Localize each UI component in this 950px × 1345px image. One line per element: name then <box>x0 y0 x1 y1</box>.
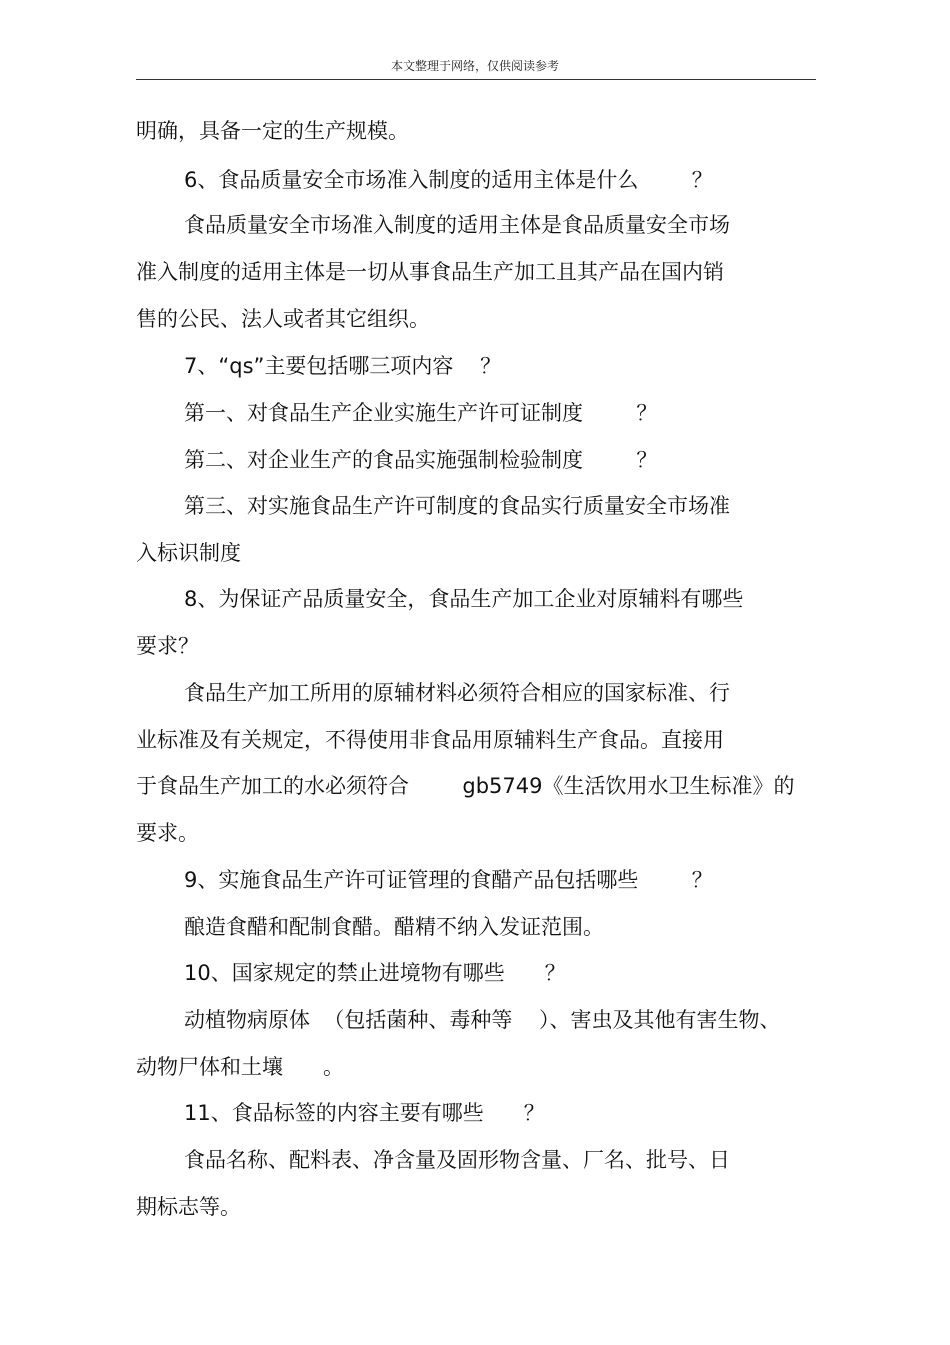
body-line: 明确，具备一定的生产规模。 <box>136 119 409 143</box>
body-line: 第二、对企业生产的食品实施强制检验制度 ？ <box>184 448 658 472</box>
body-line: 业标准及有关规定，不得使用非食品用原辅料生产食品。直接用 <box>136 728 724 752</box>
body-line: 动物尸体和土壤 。 <box>136 1055 345 1079</box>
header-rule <box>136 79 816 80</box>
body-line: 入标识制度 <box>136 541 241 565</box>
body-line: 要求？ <box>136 634 199 658</box>
body-line: 动植物病原体 （包括菌种、毒种等 ）、害虫及其他有害生物、 <box>184 1008 781 1032</box>
body-line: 于食品生产加工的水必须符合 gb5749《生活饮用水卫生标准》的 <box>136 774 795 798</box>
body-line: 食品生产加工所用的原辅材料必须符合相应的国家标准、行 <box>184 681 730 705</box>
question-8: 8、为保证产品质量安全，食品生产加工企业对原辅料有哪些 <box>184 587 744 611</box>
question-9: 9、实施食品生产许可证管理的食醋产品包括哪些 ？ <box>184 868 713 892</box>
question-11: 11、食品标签的内容主要有哪些 ？ <box>184 1101 545 1125</box>
page-header: 本文整理于网络，仅供阅读参考 <box>390 59 559 73</box>
body-line: 食品质量安全市场准入制度的适用主体是食品质量安全市场 <box>184 213 730 237</box>
body-line: 酿造食醋和配制食醋。醋精不纳入发证范围。 <box>184 915 604 939</box>
body-line: 第一、对食品生产企业实施生产许可证制度 ？ <box>184 401 658 425</box>
question-7: 7、“qs”主要包括哪三项内容 ？ <box>184 354 502 378</box>
body-line: 第三、对实施食品生产许可制度的食品实行质量安全市场准 <box>184 494 730 518</box>
body-line: 食品名称、配料表、净含量及固形物含量、厂名、批号、日 <box>184 1148 730 1172</box>
body-line: 准入制度的适用主体是一切从事食品生产加工且其产品在国内销 <box>136 260 724 284</box>
body-line: 期标志等。 <box>136 1195 241 1219</box>
body-line: 要求。 <box>136 821 199 845</box>
question-6: 6、食品质量安全市场准入制度的适用主体是什么 ？ <box>184 168 713 192</box>
question-10: 10、国家规定的禁止进境物有哪些 ？ <box>184 961 566 985</box>
body-line: 售的公民、法人或者其它组织。 <box>136 307 430 331</box>
